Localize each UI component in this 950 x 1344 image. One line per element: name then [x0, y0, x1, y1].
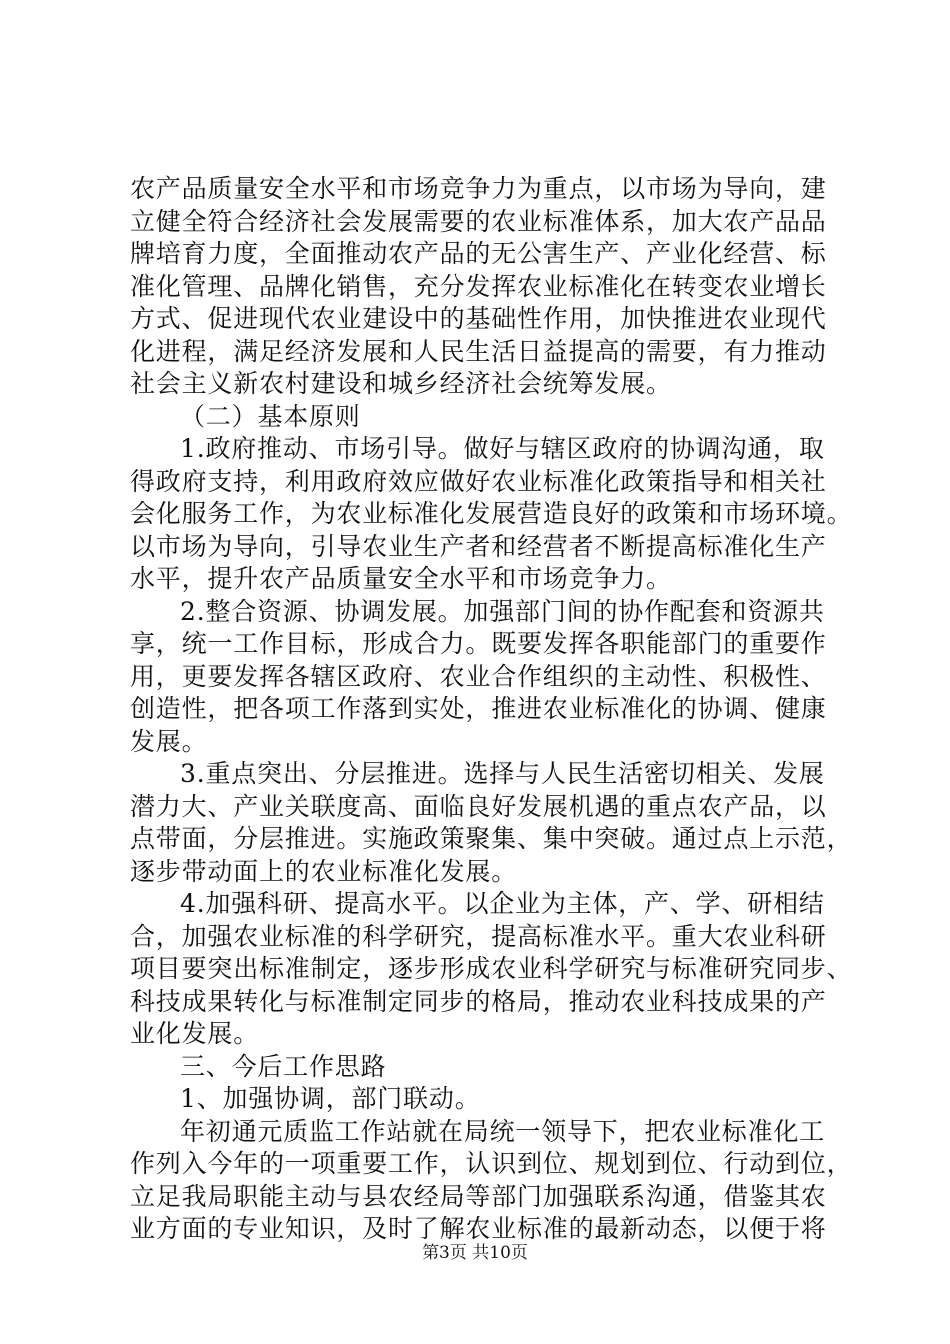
- text-line: 1.政府推动、市场引导。做好与辖区政府的协调沟通，取: [180, 434, 825, 463]
- text-line: 牌培育力度，全面推动农产品的无公害生产、产业化经营、标: [130, 239, 827, 268]
- text-line: 业方面的专业知识，及时了解农业标准的最新动态，以便于将: [130, 1214, 827, 1243]
- text-line: 方式、促进现代农业建设中的基础性作用，加快推进农业现代: [130, 304, 827, 333]
- text-line: 会化服务工作，为农业标准化发展营造良好的政策和市场环境。: [130, 499, 853, 528]
- text-line: 享，统一工作目标，形成合力。既要发挥各职能部门的重要作: [130, 629, 827, 658]
- text-line: 2.整合资源、协调发展。加强部门间的协作配套和资源共: [180, 597, 825, 626]
- text-line: 年初通元质监工作站就在局统一领导下，把农业标准化工: [180, 1117, 826, 1146]
- text-line: 点带面，分层推进。实施政策聚集、集中突破。通过点上示范，: [130, 824, 853, 853]
- text-line: 化进程，满足经济发展和人民生活日益提高的需要，有力推动: [130, 337, 827, 366]
- text-line: 立健全符合经济社会发展需要的农业标准体系，加大农产品品: [130, 207, 827, 236]
- text-line: 水平，提升农产品质量安全水平和市场竞争力。: [130, 564, 672, 593]
- text-line: 项目要突出标准制定，逐步形成农业科学研究与标准研究同步、: [130, 954, 853, 983]
- section-heading: （二）基本原则: [180, 402, 361, 431]
- text-line: 发展。: [130, 727, 208, 756]
- text-line: 社会主义新农村建设和城乡经济社会统筹发展。: [130, 369, 672, 398]
- text-line: 立足我局职能主动与县农经局等部门加强联系沟通，借鉴其农: [130, 1182, 827, 1211]
- text-line: 农产品质量安全水平和市场竞争力为重点，以市场为导向，建: [130, 174, 827, 203]
- text-line: 潜力大、产业关联度高、面临良好发展机遇的重点农产品，以: [130, 792, 827, 821]
- page-footer: 第3页 共10页: [422, 1243, 528, 1263]
- text-line: 4.加强科研、提高水平。以企业为主体，产、学、研相结: [180, 889, 825, 918]
- text-line: 作列入今年的一项重要工作，认识到位、规划到位、行动到位，: [130, 1149, 853, 1178]
- text-line: 准化管理、品牌化销售，充分发挥农业标准化在转变农业增长: [130, 272, 827, 301]
- text-line: 业化发展。: [130, 1019, 260, 1048]
- subsection-heading: 1、加强协调，部门联动。: [180, 1084, 481, 1113]
- text-line: 创造性，把各项工作落到实处，推进农业标准化的协调、健康: [130, 694, 827, 723]
- text-line: 用，更要发挥各辖区政府、农业合作组织的主动性、积极性、: [130, 662, 827, 691]
- text-line: 得政府支持，利用政府效应做好农业标准化政策指导和相关社: [130, 467, 827, 496]
- text-line: 合，加强农业标准的科学研究，提高标准水平。重大农业科研: [130, 922, 827, 951]
- text-line: 3.重点突出、分层推进。选择与人民生活密切相关、发展: [180, 759, 825, 788]
- text-line: 以市场为导向，引导农业生产者和经营者不断提高标准化生产: [130, 532, 827, 561]
- text-line: 科技成果转化与标准制定同步的格局，推动农业科技成果的产: [130, 987, 827, 1016]
- text-line: 逐步带动面上的农业标准化发展。: [130, 857, 518, 886]
- section-heading: 三、今后工作思路: [180, 1052, 387, 1081]
